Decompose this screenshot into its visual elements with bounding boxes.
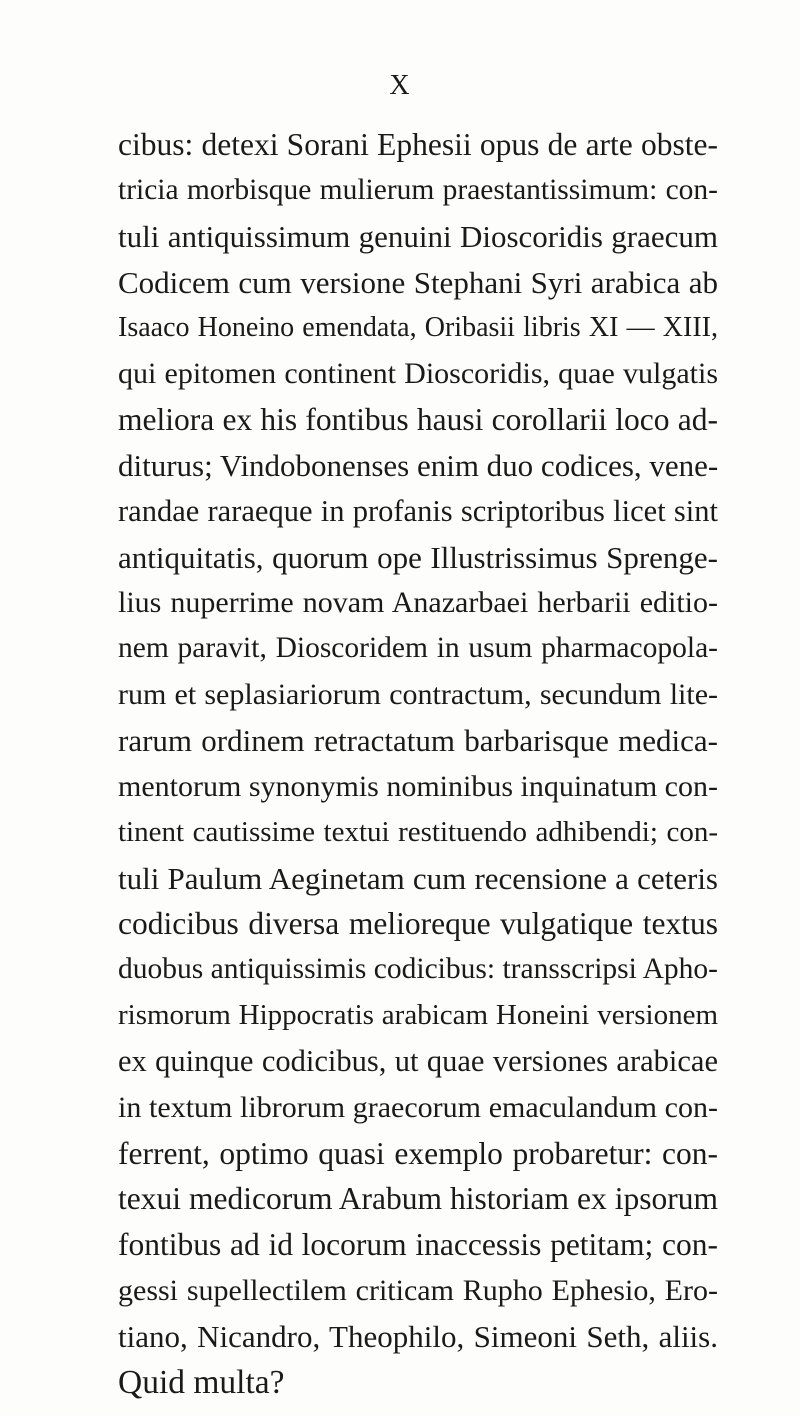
body-text bbox=[118, 122, 718, 1406]
text-line: qui epitomen continent Dioscoridis, quae vulgatis bbox=[118, 357, 718, 391]
text-line: lius nuperrime novam Anazarbaei herbarii editio- bbox=[118, 586, 718, 620]
text-line: codicibus diversa melioreque vulgatique textus bbox=[118, 906, 718, 942]
text-line: rarum ordinem retractatum barbarisque medica- bbox=[118, 722, 718, 758]
text-line: tuli Paulum Aeginetam cum recensione a ceteris bbox=[118, 860, 718, 896]
text-line: nem paravit, Dioscoridem in usum pharmacopola- bbox=[118, 632, 718, 665]
text-line: mentorum synonymis nominibus inquinatum con- bbox=[118, 769, 718, 803]
text-line: tricia morbisque mulierum praestantissimum: con- bbox=[118, 173, 718, 206]
text-line: tuli antiquissimum genuini Dioscoridis graecum bbox=[118, 218, 718, 254]
text-line: duobus antiquissimis codicibus: transscripsi Apho- bbox=[118, 953, 718, 986]
text-line: gessi supellectilem criticam Rupho Ephesio, Ero- bbox=[118, 1274, 718, 1308]
text-line: texui medicorum Arabum historiam ex ipsorum bbox=[118, 1181, 718, 1217]
text-line: cibus: detexi Sorani Ephesii opus de arte obste- bbox=[118, 127, 718, 162]
text-line: Isaaco Honeino emendata, Oribasii libris XI — XIII, bbox=[118, 312, 718, 344]
text-line: in textum librorum graecorum emaculandum con- bbox=[118, 1090, 718, 1124]
text-line: Codicem cum versione Stephani Syri arabica ab bbox=[118, 264, 718, 300]
text-line: ferrent, optimo quasi exemplo probaretur: con- bbox=[118, 1135, 718, 1171]
text-line: tiano, Nicandro, Theophilo, Simeoni Seth, aliis. bbox=[118, 1318, 718, 1354]
text-line: ex quinque codicibus, ut quae versiones arabicae bbox=[118, 1043, 718, 1078]
text-line: randae raraeque in profanis scriptoribus licet sint bbox=[118, 493, 718, 528]
text-line: Quid multa? bbox=[118, 1363, 285, 1401]
text-line: diturus; Vindobonenses enim duo codices, vene- bbox=[118, 447, 719, 483]
page-number: X bbox=[389, 70, 411, 101]
text-line: fontibus ad id locorum inaccessis petitam; con- bbox=[118, 1227, 718, 1263]
text-line: rum et seplasiariorum contractum, secundum lite- bbox=[118, 678, 718, 712]
text-line: tinent cautissime textui restituendo adhibendi; con- bbox=[118, 815, 718, 848]
text-line: rismorum Hippocratis arabicam Honeini versionem bbox=[118, 999, 718, 1032]
text-line: meliora ex his fontibus hausi corollarii loco ad- bbox=[118, 402, 718, 438]
text-line: antiquitatis, quorum ope Illustrissimus Sprenge- bbox=[118, 539, 718, 575]
